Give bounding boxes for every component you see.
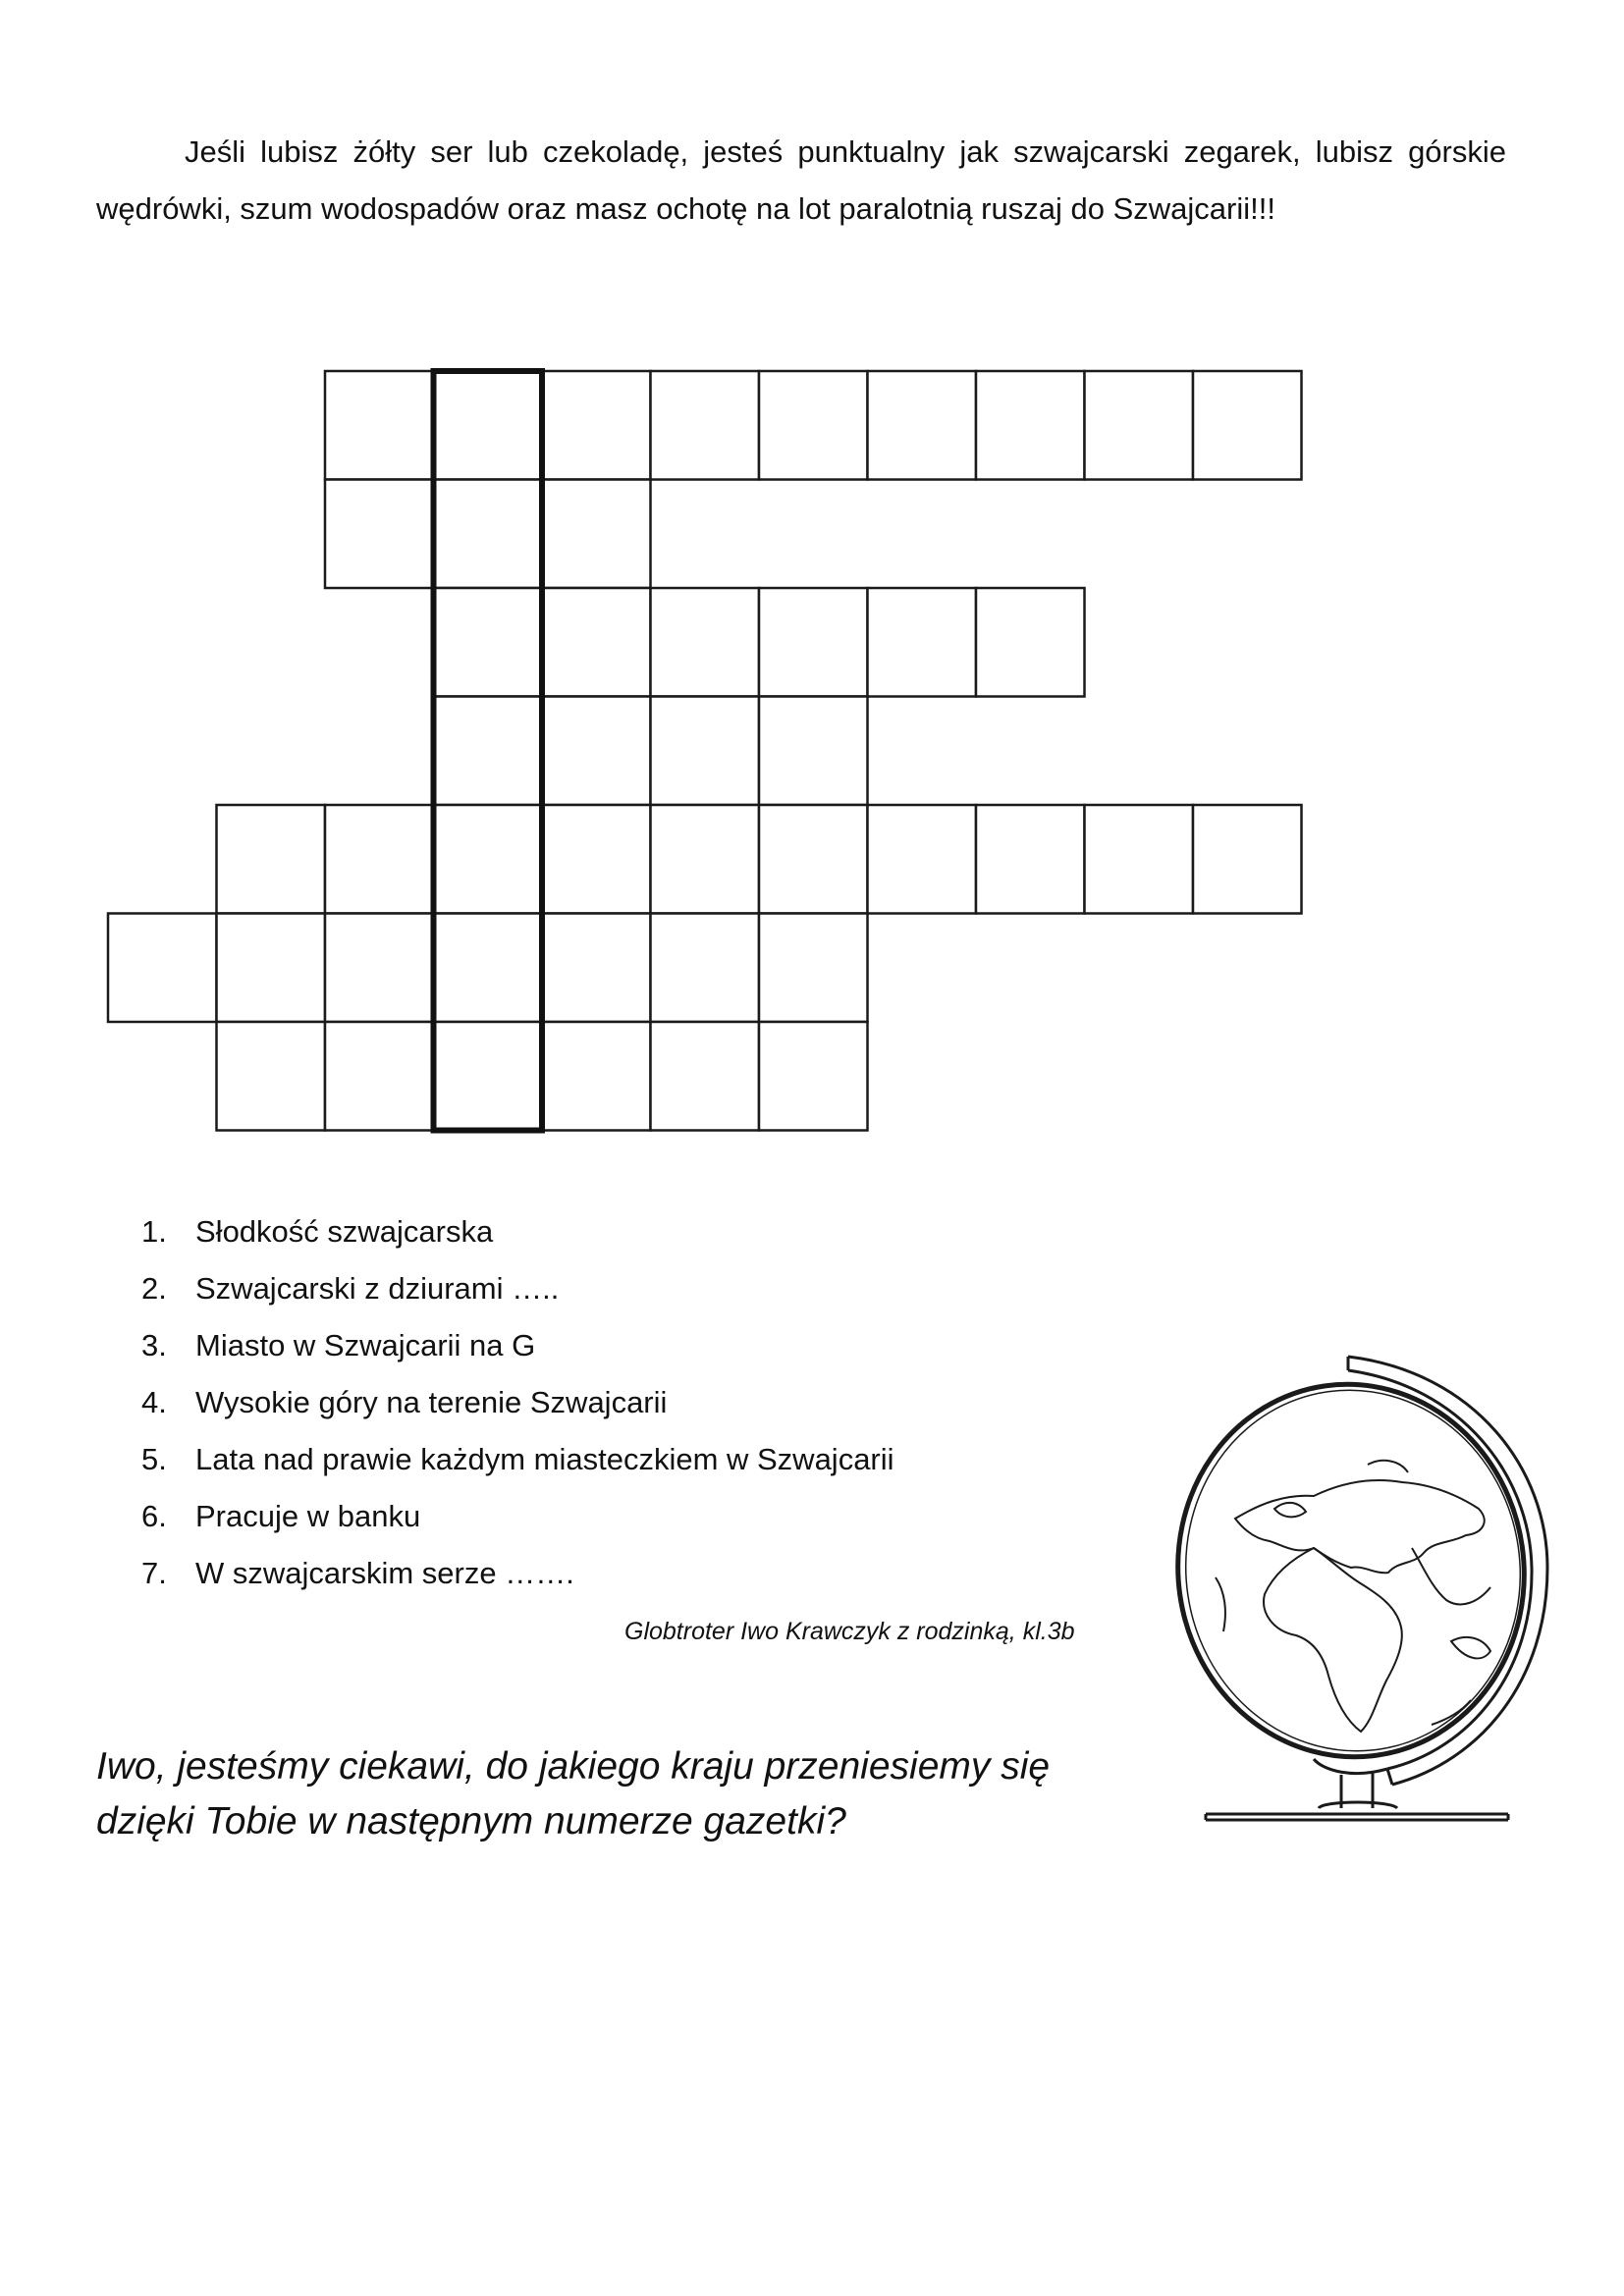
clue-item <box>141 1431 894 1488</box>
crossword-cell[interactable] <box>434 697 543 806</box>
clue-text: Pracuje w banku <box>195 1499 421 1533</box>
clue-number: 1. <box>141 1214 167 1249</box>
crossword-cell[interactable] <box>434 914 543 1023</box>
clue-list <box>141 1203 894 1602</box>
crossword-cell[interactable] <box>434 805 543 914</box>
closing-question <box>96 1739 1176 1849</box>
crossword-cell[interactable] <box>651 1022 760 1131</box>
crossword-cell[interactable] <box>759 697 868 806</box>
crossword-cell[interactable] <box>217 805 326 914</box>
crossword-cell[interactable] <box>325 914 434 1023</box>
closing-line-2: dzięki Tobie w następnym numerze gazetki? <box>96 1800 846 1842</box>
crossword-cell[interactable] <box>325 371 434 480</box>
crossword-cell[interactable] <box>651 914 760 1023</box>
crossword-cell[interactable] <box>1085 371 1194 480</box>
crossword-cell[interactable] <box>759 914 868 1023</box>
crossword-cell[interactable] <box>542 371 651 480</box>
crossword-cell[interactable] <box>1193 805 1302 914</box>
crossword-cell[interactable] <box>651 697 760 806</box>
crossword-cell[interactable] <box>759 371 868 480</box>
clue-item <box>141 1203 894 1260</box>
crossword-cell[interactable] <box>651 805 760 914</box>
crossword-cell[interactable] <box>759 588 868 697</box>
clue-number: 2. <box>141 1271 167 1306</box>
clue-number: 5. <box>141 1442 167 1476</box>
crossword-cell[interactable] <box>434 1022 543 1131</box>
clue-text: Szwajcarski z dziurami ….. <box>195 1271 560 1306</box>
crossword-cell[interactable] <box>542 588 651 697</box>
clue-text: Miasto w Szwajcarii na G <box>195 1328 536 1362</box>
crossword-cell[interactable] <box>325 805 434 914</box>
clue-number: 7. <box>141 1556 167 1590</box>
crossword-cell[interactable] <box>759 805 868 914</box>
globe-icon <box>1166 1347 1549 1828</box>
clue-text: Lata nad prawie każdym miasteczkiem w Szwajcarii <box>195 1442 894 1476</box>
crossword-cell[interactable] <box>651 588 760 697</box>
crossword-cell[interactable] <box>217 1022 326 1131</box>
crossword-cell[interactable] <box>976 805 1085 914</box>
crossword-cell[interactable] <box>759 1022 868 1131</box>
crossword-cell[interactable] <box>542 1022 651 1131</box>
crossword-cell[interactable] <box>976 588 1085 697</box>
crossword-cell[interactable] <box>542 480 651 589</box>
crossword-cell[interactable] <box>1085 805 1194 914</box>
closing-line-1: Iwo, jesteśmy ciekawi, do jakiego kraju przeniesiemy się <box>96 1745 1051 1788</box>
author-signature: Globtroter Iwo Krawczyk z rodzinką, kl.3b <box>624 1618 1075 1645</box>
crossword-cell[interactable] <box>217 914 326 1023</box>
crossword-cell[interactable] <box>434 588 543 697</box>
clue-number: 4. <box>141 1385 167 1419</box>
clue-item <box>141 1317 894 1374</box>
crossword-cell[interactable] <box>542 697 651 806</box>
clue-item <box>141 1545 894 1602</box>
clue-text: Słodkość szwajcarska <box>195 1214 494 1249</box>
clue-text: W szwajcarskim serze ……. <box>195 1556 574 1590</box>
clue-text: Wysokie góry na terenie Szwajcarii <box>195 1385 668 1419</box>
clue-item <box>141 1260 894 1317</box>
clue-number: 6. <box>141 1499 167 1533</box>
clue-item <box>141 1374 894 1431</box>
clue-number: 3. <box>141 1328 167 1362</box>
crossword-cell[interactable] <box>651 371 760 480</box>
crossword-cell[interactable] <box>434 371 543 480</box>
crossword-cell[interactable] <box>868 371 977 480</box>
crossword-cell[interactable] <box>108 914 217 1023</box>
crossword-cell[interactable] <box>325 1022 434 1131</box>
crossword-cell[interactable] <box>1193 371 1302 480</box>
crossword-cell[interactable] <box>542 914 651 1023</box>
crossword-cell[interactable] <box>325 480 434 589</box>
crossword-cell[interactable] <box>868 588 977 697</box>
crossword-cell[interactable] <box>868 805 977 914</box>
intro-paragraph: Jeśli lubisz żółty ser lub czekoladę, jesteś punktualny jak szwajcarski zegarek, lubisz górskie wędrówki, szum wodospadów oraz masz ochotę na lot paralotnią ruszaj do Szwajcarii!!! <box>96 134 1506 226</box>
crossword-cell[interactable] <box>542 805 651 914</box>
clue-item <box>141 1488 894 1545</box>
crossword-cell[interactable] <box>434 480 543 589</box>
crossword-cell[interactable] <box>976 371 1085 480</box>
